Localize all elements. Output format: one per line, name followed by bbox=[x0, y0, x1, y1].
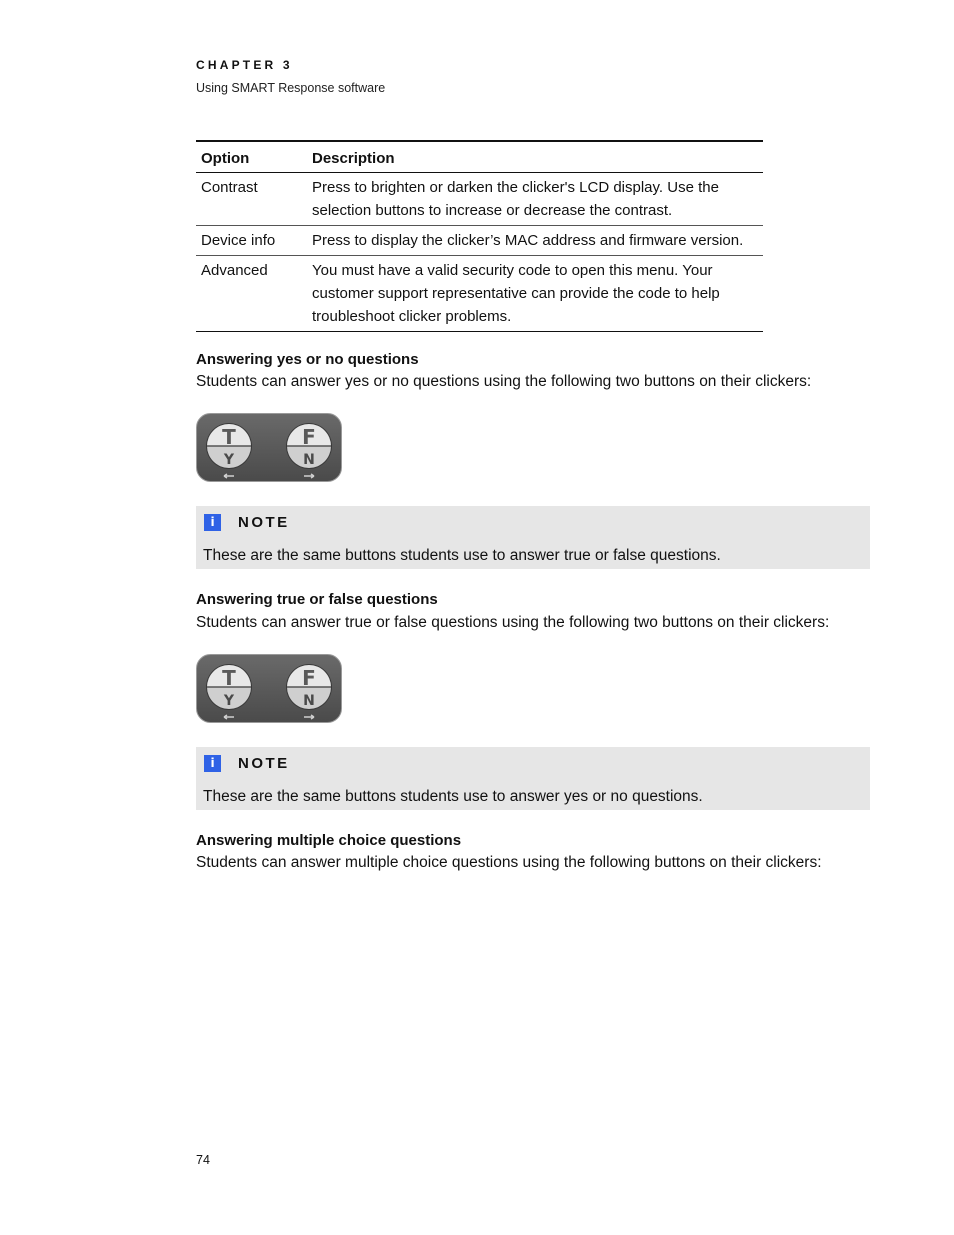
section-heading-yes-no: Answering yes or no questions bbox=[196, 351, 419, 368]
clicker-buttons-graphic bbox=[196, 413, 342, 482]
description-cell: Press to display the clicker’s MAC address and firmware version. bbox=[307, 226, 763, 256]
section-body-yes-no: Students can answer yes or no questions using the following two buttons on their clickers: bbox=[196, 373, 812, 390]
note-text: These are the same buttons students use to answer true or false questions. bbox=[203, 547, 721, 564]
page-number: 74 bbox=[196, 1153, 210, 1167]
svg-text:Y: Y bbox=[223, 693, 235, 709]
table-row bbox=[196, 256, 763, 332]
column-header-option: Option bbox=[196, 141, 307, 173]
clicker-buttons-image bbox=[196, 413, 342, 482]
table-row bbox=[196, 173, 763, 226]
column-header-description: Description bbox=[307, 141, 763, 173]
clicker-buttons-graphic bbox=[196, 654, 342, 723]
svg-text:F: F bbox=[302, 425, 316, 449]
description-cell: Press to brighten or darken the clicker's LCD display. Use the selection buttons to increase or decrease the contrast. bbox=[307, 173, 763, 226]
svg-text:T: T bbox=[222, 425, 236, 449]
table-header-row bbox=[196, 141, 763, 173]
note-box bbox=[196, 747, 870, 810]
note-title: NOTE bbox=[238, 514, 290, 531]
chapter-subtitle: Using SMART Response software bbox=[196, 81, 386, 95]
info-icon: i bbox=[204, 514, 221, 531]
svg-text:T: T bbox=[222, 666, 236, 690]
section-heading-true-false: Answering true or false questions bbox=[196, 591, 438, 608]
option-cell: Advanced bbox=[196, 256, 307, 332]
clicker-buttons-image bbox=[196, 654, 342, 723]
svg-text:F: F bbox=[302, 666, 316, 690]
table-row bbox=[196, 226, 763, 256]
section-body-multiple-choice: Students can answer multiple choice questions using the following buttons on their clickers: bbox=[196, 854, 822, 871]
svg-text:N: N bbox=[303, 693, 315, 709]
svg-text:N: N bbox=[303, 452, 315, 468]
svg-text:Y: Y bbox=[223, 452, 235, 468]
description-cell: You must have a valid security code to open this menu. Your customer support representative can provide the code to help troubleshoot clicker problems. bbox=[307, 256, 763, 332]
note-title: NOTE bbox=[238, 755, 290, 772]
note-text: These are the same buttons students use to answer yes or no questions. bbox=[203, 788, 703, 805]
section-heading-multiple-choice: Answering multiple choice questions bbox=[196, 832, 462, 849]
option-cell: Device info bbox=[196, 226, 307, 256]
note-box bbox=[196, 506, 870, 569]
option-cell: Contrast bbox=[196, 173, 307, 226]
section-body-true-false: Students can answer true or false questions using the following two buttons on their clickers: bbox=[196, 614, 830, 631]
options-table bbox=[196, 140, 763, 332]
chapter-label: CHAPTER 3 bbox=[196, 58, 293, 72]
info-icon: i bbox=[204, 755, 221, 772]
